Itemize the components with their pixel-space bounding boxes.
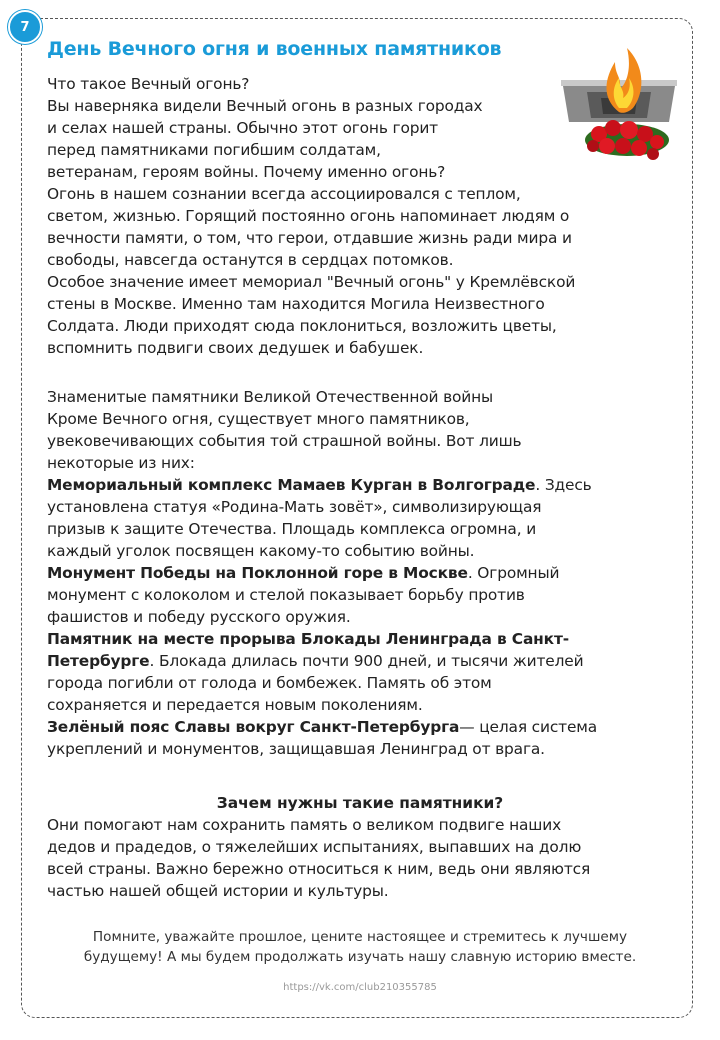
text-line: стены в Москве. Именно там находится Могила Неизвестного bbox=[47, 295, 545, 313]
monument-name-cont: Петербурге bbox=[47, 652, 150, 670]
text-line: Вы наверняка видели Вечный огонь в разных городах bbox=[47, 97, 483, 115]
text-line: . Блокада длилась почти 900 дней, и тысячи жителей bbox=[149, 652, 584, 670]
intro-text bbox=[47, 73, 575, 359]
monuments-text bbox=[47, 386, 597, 760]
monument-name: Зелёный пояс Славы вокруг Санкт-Петербурга bbox=[47, 718, 460, 736]
monument-mamaev-kurgan bbox=[47, 474, 597, 562]
text-line: Помните, уважайте прошлое, цените настоящее и стремитесь к лучшему bbox=[92, 929, 628, 945]
text-line: светом, жизнью. Горящий постоянно огонь напоминает людям о bbox=[47, 207, 570, 225]
footer-url[interactable]: https://vk.com/club210355785 bbox=[283, 982, 437, 993]
text-line: монумент с колоколом и стелой показывает борьбу против bbox=[47, 586, 525, 604]
text-line: и селах нашей страны. Обычно этот огонь горит bbox=[47, 119, 439, 137]
why-text bbox=[47, 814, 590, 902]
text-line: всей страны. Важно бережно относиться к ним, ведь они являются bbox=[47, 860, 591, 878]
page-number-badge: 7 bbox=[8, 10, 42, 44]
monument-poklonnaya bbox=[47, 562, 597, 628]
text-line: призыв к защите Отечества. Площадь комплекса огромна, и bbox=[47, 520, 537, 538]
text-line: увековечивающих события той страшной войны. Вот лишь bbox=[47, 432, 522, 450]
text-line: вспомнить подвиги своих дедушек и бабушек. bbox=[47, 339, 424, 357]
text-line: Что такое Вечный огонь? bbox=[47, 75, 250, 93]
text-line: некоторые из них: bbox=[47, 454, 195, 472]
text-line: дедов и прадедов, о тяжелейших испытаниях, выпавших на долю bbox=[47, 838, 582, 856]
text-line: — целая система bbox=[459, 718, 598, 736]
closing-message bbox=[0, 927, 720, 967]
text-line: каждый уголок посвящен какому-то событию войны. bbox=[47, 542, 475, 560]
text-line: вечности памяти, о том, что герои, отдавшие жизнь ради мира и bbox=[47, 229, 572, 247]
text-line: свободы, навсегда останутся в сердцах потомков. bbox=[47, 251, 454, 269]
text-line: ветеранам, героям войны. Почему именно огонь? bbox=[47, 163, 446, 181]
text-line: Огонь в нашем сознании всегда ассоциировался с теплом, bbox=[47, 185, 521, 203]
monument-name: Мемориальный комплекс Мамаев Курган в Волгограде bbox=[47, 476, 536, 494]
text-line: фашистов и победу русского оружия. bbox=[47, 608, 351, 626]
text-line: Они помогают нам сохранить память о великом подвиге наших bbox=[47, 816, 562, 834]
text-line: Особое значение имеет мемориал "Вечный огонь" у Кремлёвской bbox=[47, 273, 576, 291]
monument-name: Памятник на месте прорыва Блокады Ленинграда в Санкт- bbox=[47, 630, 569, 648]
text-line: будущему! А мы будем продолжать изучать нашу славную историю вместе. bbox=[83, 949, 637, 965]
text-line: Знаменитые памятники Великой Отечественной войны bbox=[47, 388, 494, 406]
monument-leningrad-blockade bbox=[47, 628, 597, 716]
monument-green-belt bbox=[47, 716, 597, 760]
text-line: Кроме Вечного огня, существует много памятников, bbox=[47, 410, 470, 428]
eternal-flame-photo bbox=[557, 42, 681, 162]
why-heading: Зачем нужны такие памятники? bbox=[216, 794, 504, 812]
text-line: укреплений и монументов, защищавшая Ленинград от врага. bbox=[47, 740, 545, 758]
text-line: сохраняется и передается новым поколениям. bbox=[47, 696, 423, 714]
monument-name: Монумент Победы на Поклонной горе в Москве bbox=[47, 564, 468, 582]
text-line: перед памятниками погибшим солдатам, bbox=[47, 141, 381, 159]
text-line: . Здесь bbox=[535, 476, 592, 494]
page-title: День Вечного огня и военных памятников bbox=[47, 38, 502, 60]
text-line: города погибли от голода и бомбежек. Память об этом bbox=[47, 674, 492, 692]
text-line: установлена статуя «Родина-Мать зовёт», символизирующая bbox=[47, 498, 542, 516]
text-line: Солдата. Люди приходят сюда поклониться, возложить цветы, bbox=[47, 317, 557, 335]
text-line: частью нашей общей истории и культуры. bbox=[47, 882, 389, 900]
text-line: . Огромный bbox=[467, 564, 560, 582]
